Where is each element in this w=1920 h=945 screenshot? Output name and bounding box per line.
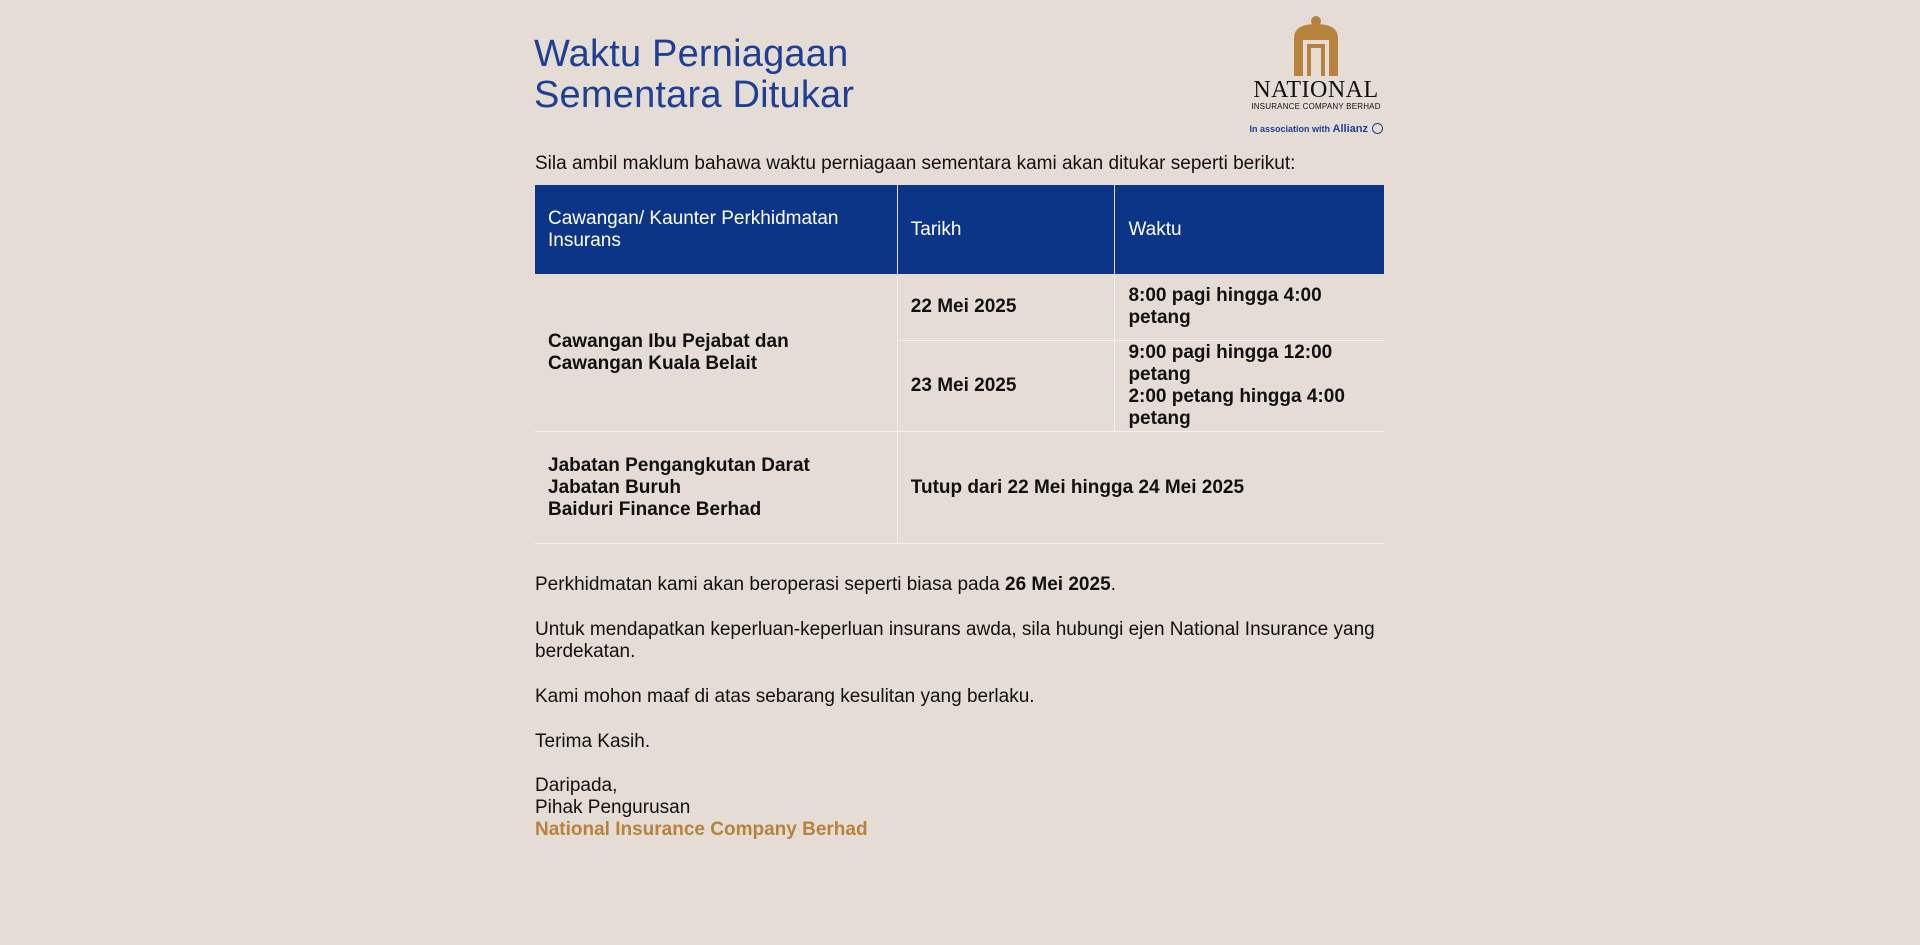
date-cell: 22 Mei 2025 xyxy=(897,274,1115,341)
date-cell: 23 Mei 2025 xyxy=(897,341,1115,432)
allianz-mark-icon xyxy=(1372,123,1383,134)
closure-cell: Tutup dari 22 Mei hingga 24 Mei 2025 xyxy=(897,432,1384,544)
resume-suffix: . xyxy=(1110,574,1116,595)
resume-prefix: Perkhidmatan kami akan beroperasi seperti biasa pada xyxy=(535,574,1005,595)
resume-date: 26 Mei 2025 xyxy=(1005,574,1111,595)
company-logo xyxy=(1248,14,1384,140)
intro-text: Sila ambil maklum bahawa waktu perniagaan sementara kami akan ditukar seperti berikut: xyxy=(535,153,1296,174)
branch-line: Cawangan Ibu Pejabat dan xyxy=(548,330,789,352)
time-line: 2:00 petang hingga 4:00 petang xyxy=(1128,386,1345,429)
branch-line: Jabatan Pengangkutan Darat xyxy=(548,454,810,476)
resume-text xyxy=(535,574,1385,596)
signoff xyxy=(535,775,1385,841)
time-line: 8:00 pagi hingga 4:00 petang xyxy=(1128,285,1322,328)
time-cell xyxy=(1115,341,1384,432)
table-row xyxy=(535,274,1384,341)
header-date: Tarikh xyxy=(897,185,1115,274)
logo-name: NATIONAL xyxy=(1253,77,1379,103)
signoff-from: Daripada, xyxy=(535,775,618,796)
thanks-text: Terima Kasih. xyxy=(535,731,651,752)
branch-line: Jabatan Buruh xyxy=(548,476,682,498)
page-title-line-1: Waktu Perniagaan xyxy=(534,33,849,75)
branch-line: Baiduri Finance Berhad xyxy=(548,498,762,520)
apology-text: Kami mohon maaf di atas sebarang kesulitan yang berlaku. xyxy=(535,686,1035,707)
header-branch: Cawangan/ Kaunter Perkhidmatan Insurans xyxy=(535,185,897,274)
logo-subtitle: INSURANCE COMPANY BERHAD xyxy=(1251,102,1381,111)
schedule-table xyxy=(535,185,1384,544)
time-cell xyxy=(1115,274,1384,341)
time-line: 9:00 pagi hingga 12:00 petang xyxy=(1128,342,1333,385)
table-row xyxy=(535,432,1384,544)
contact-text: Untuk mendapatkan keperluan-keperluan insurans awda, sila hubungi ejen National Insurance yang berdekatan. xyxy=(535,619,1375,662)
branch-cell xyxy=(535,274,897,432)
logo-association-brand: Allianz xyxy=(1332,123,1368,135)
header-time: Waktu xyxy=(1115,185,1384,274)
logo-association-prefix: In association with xyxy=(1249,124,1331,134)
logo-association xyxy=(1248,123,1384,135)
house-emblem-icon xyxy=(1290,14,1342,76)
branch-line: Cawangan Kuala Belait xyxy=(548,352,758,374)
branch-cell xyxy=(535,432,897,544)
signoff-team: Pihak Pengurusan xyxy=(535,797,691,818)
table-header-row xyxy=(535,185,1384,274)
page-title xyxy=(534,34,854,116)
page-title-line-2: Sementara Ditukar xyxy=(534,74,855,116)
signoff-company: National Insurance Company Berhad xyxy=(535,819,868,840)
